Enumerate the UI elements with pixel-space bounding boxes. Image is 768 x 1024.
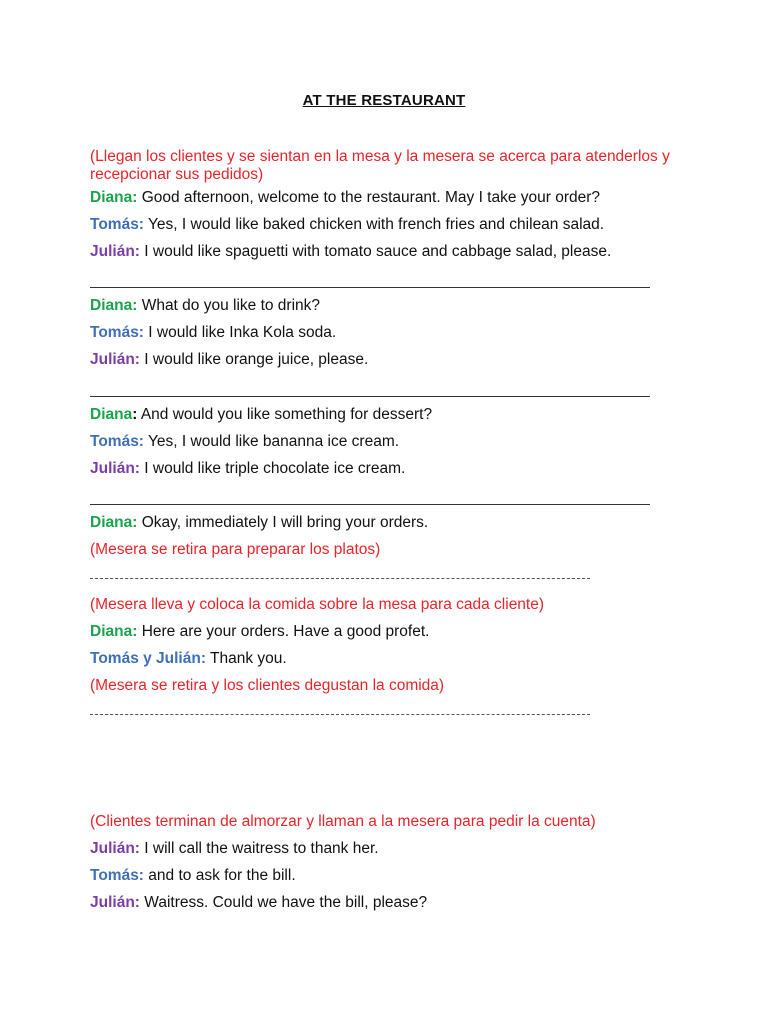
dialogue-line xyxy=(90,189,690,207)
dialogue-line xyxy=(90,623,690,641)
stage-direction-eating: (Mesera se retira y los clientes degustan la comida) xyxy=(90,677,445,694)
dialogue-line xyxy=(90,650,690,668)
divider-line xyxy=(90,504,650,505)
speaker-diana: Diana: xyxy=(90,297,138,314)
dialogue-line xyxy=(90,243,690,261)
document-title: AT THE RESTAURANT xyxy=(302,92,466,109)
dialogue-line xyxy=(90,840,690,858)
speaker-tomas: Tomás: xyxy=(90,867,144,884)
dialogue-line xyxy=(90,216,690,234)
dialogue-line xyxy=(90,894,690,912)
line-text: I would like orange juice, please. xyxy=(144,351,369,368)
dialogue-line xyxy=(90,324,690,342)
line-text: Yes, I would like bananna ice cream. xyxy=(148,433,400,450)
dialogue-line xyxy=(90,867,690,885)
speaker-tomas: Tomás: xyxy=(90,324,144,341)
line-text: Thank you. xyxy=(210,650,287,667)
line-text: I would like spaguetti with tomato sauce and cabbage salad, please. xyxy=(144,243,612,260)
dashed-divider xyxy=(90,578,590,579)
speaker-julian: Julián: xyxy=(90,243,140,260)
dialogue-line xyxy=(90,406,690,424)
line-text: I would like Inka Kola soda. xyxy=(148,324,337,341)
dashed-divider xyxy=(90,714,590,715)
line-text: Good afternoon, welcome to the restaurant. May I take your order? xyxy=(141,189,601,206)
speaker-diana: Diana: xyxy=(90,514,138,531)
stage-direction-bill: (Clientes terminan de almorzar y llaman a la mesera para pedir la cuenta) xyxy=(90,813,596,830)
speaker-julian: Julián: xyxy=(90,351,140,368)
line-text: And would you like something for dessert? xyxy=(140,406,433,423)
stage-direction-serving: (Mesera lleva y coloca la comida sobre la mesa para cada cliente) xyxy=(90,596,545,613)
divider-line xyxy=(90,287,650,288)
speaker-colon: : xyxy=(132,406,138,423)
stage-direction-arrival: (Llegan los clientes y se sientan en la mesa y la mesera se acerca para atenderlos y recepcionar sus pedidos) xyxy=(90,148,670,183)
line-text: I would like triple chocolate ice cream. xyxy=(144,460,406,477)
speaker-tomas: Tomás: xyxy=(90,216,144,233)
dialogue-line xyxy=(90,514,690,532)
dialogue-line xyxy=(90,460,690,478)
line-text: Waitress. Could we have the bill, please? xyxy=(144,894,428,911)
speaker-julian: Julián: xyxy=(90,894,140,911)
dialogue-line xyxy=(90,351,690,369)
line-text: I will call the waitress to thank her. xyxy=(144,840,379,857)
speaker-tomas-y-julian: Tomás y Julián: xyxy=(90,650,206,667)
line-text: and to ask for the bill. xyxy=(148,867,296,884)
speaker-julian: Julián: xyxy=(90,840,140,857)
line-text: What do you like to drink? xyxy=(141,297,321,314)
line-text: Okay, immediately I will bring your orders. xyxy=(141,514,429,531)
divider-line xyxy=(90,396,650,397)
stage-direction-preparing: (Mesera se retira para preparar los platos) xyxy=(90,541,381,558)
speaker-diana: Diana: xyxy=(90,623,138,640)
speaker-julian: Julián: xyxy=(90,460,140,477)
speaker-diana: Diana: xyxy=(90,189,138,206)
line-text: Here are your orders. Have a good profet. xyxy=(141,623,430,640)
dialogue-line xyxy=(90,297,690,315)
speaker-diana: Diana xyxy=(90,406,133,423)
dialogue-line xyxy=(90,433,690,451)
line-text: Yes, I would like baked chicken with french fries and chilean salad. xyxy=(148,216,605,233)
speaker-tomas: Tomás: xyxy=(90,433,144,450)
